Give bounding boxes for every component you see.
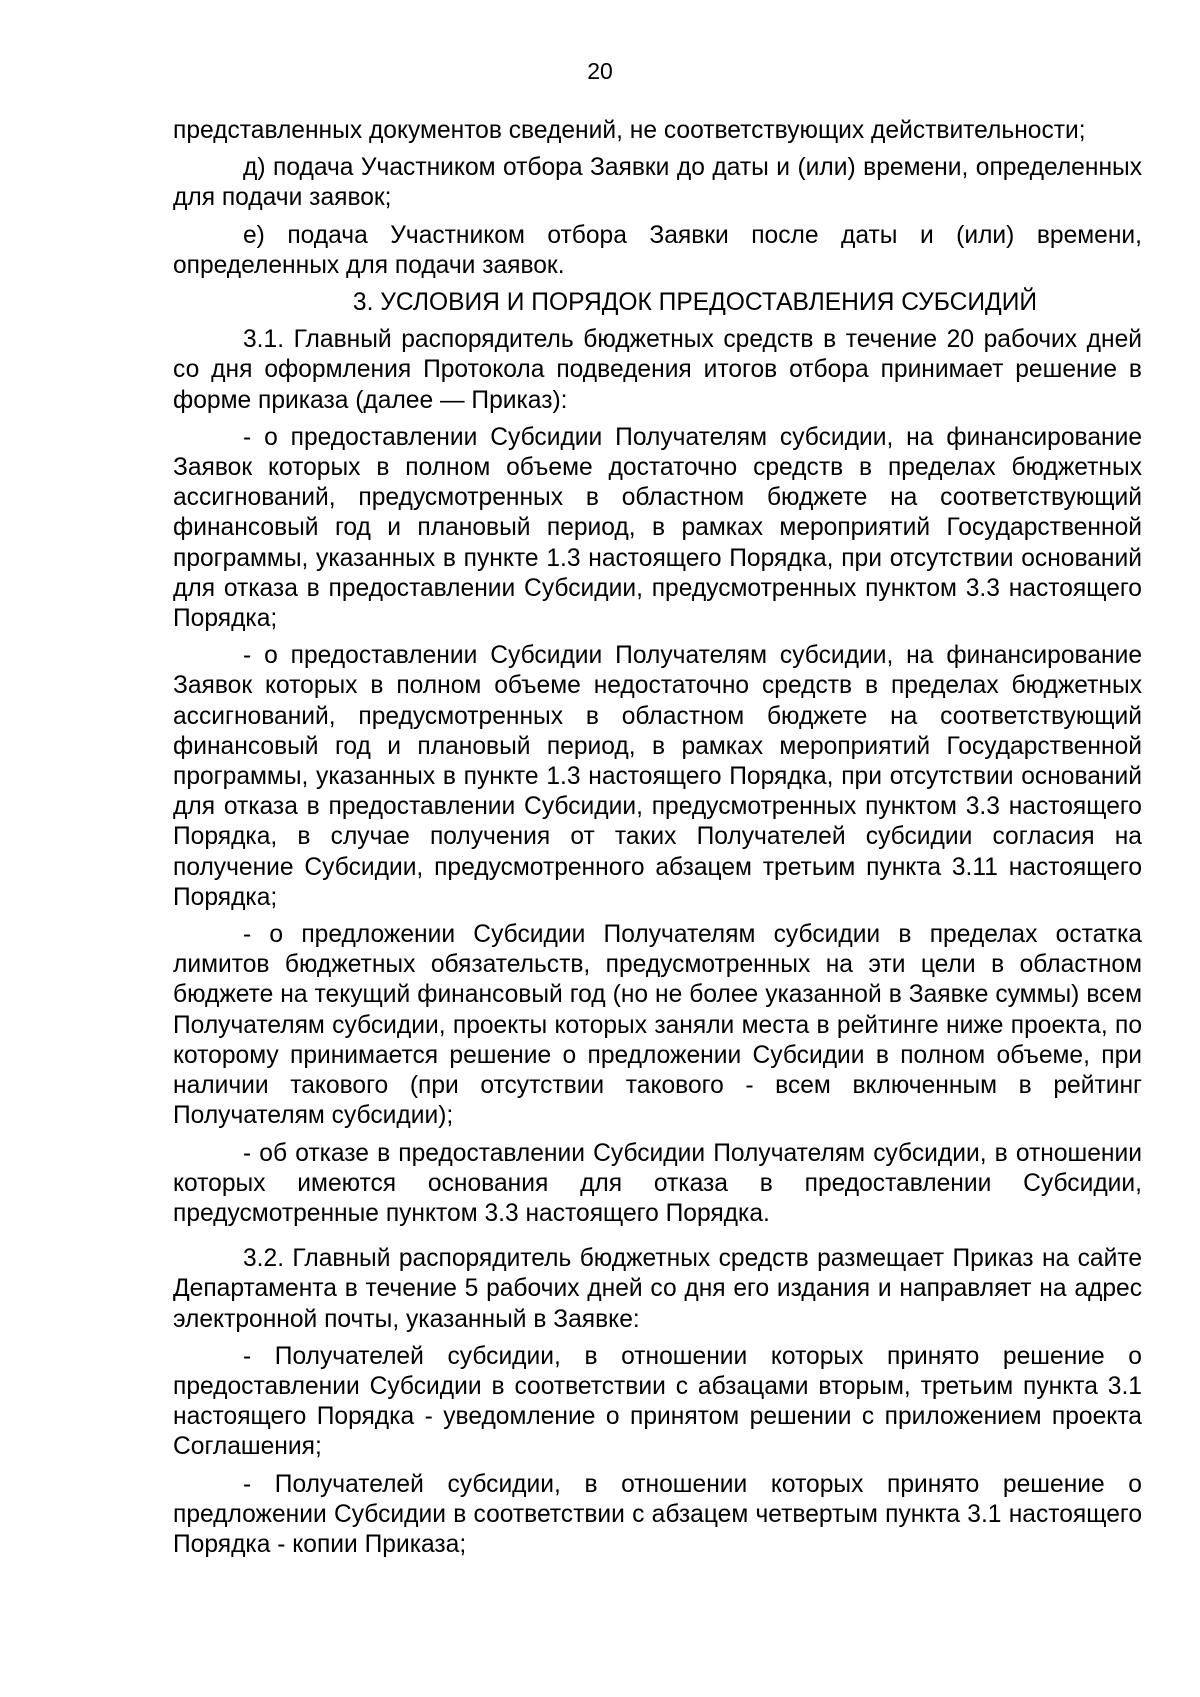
paragraph-item-e: е) подача Участником отбора Заявки после даты и (или) времени, определенных для подачи заявок.: [173, 221, 1142, 279]
paragraph-3-1-item-4: - об отказе в предоставлении Субсидии Получателям субсидии, в отношении которых имеются основания для отказа в предоставлении Субсидии, предусмотренные пунктом 3.3 настоящего Порядка.: [173, 1139, 1142, 1227]
paragraph-continuation: представленных документов сведений, не соответствующих действительности;: [173, 117, 1086, 144]
paragraph-3-2-item-2: - Получателей субсидии, в отношении которых принято решение о предложении Субсидии в соответствии с абзацем четвертым пункта 3.1 настоящего Порядка - копии Приказа;: [173, 1470, 1142, 1558]
paragraph-3-1-item-2: - о предоставлении Субсидии Получателям субсидии, на финансирование Заявок которых в полном объеме недостаточно средств в пределах бюджетных ассигнований, предусмотренных в областном бюджете на соответствующий финансовый год и плановый период, в рамках мероприятий Государственной программы, указанных в пункте 1.3 настоящего Порядка, при отсутствии оснований для отказа в предоставлении Субсидии, предусмотренных пунктом 3.3 настоящего Порядка, в случае получения от таких Получателей субсидии согласия на получение Субсидии, предусмотренного абзацем третьим пункта 3.11 настоящего Порядка;: [173, 642, 1142, 911]
page-number: 20: [587, 58, 613, 84]
paragraph-3-1-item-3: - о предложении Субсидии Получателям субсидии в пределах остатка лимитов бюджетных обязательств, предусмотренных на эти цели в областном бюджете на текущий финансовый год (но не более указанной в Заявке суммы) всем Получателям субсидии, проекты которых заняли места в рейтинге ниже проекта, по которому принимается решение о предложении Субсидии в полном объеме, при наличии такового (при отсутствии такового - всем включенным в рейтинг Получателям субсидии);: [173, 921, 1142, 1130]
document-body: [173, 116, 1142, 1567]
paragraph-item-d: д) подача Участником отбора Заявки до даты и (или) времени, определенных для подачи заявок;: [173, 154, 1142, 212]
paragraph-3-1-item-1: - о предоставлении Субсидии Получателям субсидии, на финансирование Заявок которых в полном объеме достаточно средств в пределах бюджетных ассигнований, предусмотренных в областном бюджете на соответствующий финансовый год и плановый период, в рамках мероприятий Государственной программы, указанных в пункте 1.3 настоящего Порядка, при отсутствии оснований для отказа в предоставлении Субсидии, предусмотренных пунктом 3.3 настоящего Порядка;: [173, 423, 1142, 633]
paragraph-3-2-item-1: - Получателей субсидии, в отношении которых принято решение о предоставлении Субсидии в соответствии с абзацами вторым, третьим пункта 3.1 настоящего Порядка - уведомление о принятом решении с приложением проекта Соглашения;: [173, 1342, 1142, 1461]
paragraph-3-2: 3.2. Главный распорядитель бюджетных средств размещает Приказ на сайте Департамента в течение 5 рабочих дней со дня его издания и направляет на адрес электронной почты, указанный в Заявке:: [173, 1245, 1142, 1333]
section-heading: 3. УСЛОВИЯ И ПОРЯДОК ПРЕДОСТАВЛЕНИЯ СУБСИДИЙ: [352, 289, 1038, 317]
paragraph-3-1: 3.1. Главный распорядитель бюджетных средств в течение 20 рабочих дней со дня оформления Протокола подведения итогов отбора принимает решение в форме приказа (далее — Приказ):: [173, 326, 1142, 414]
